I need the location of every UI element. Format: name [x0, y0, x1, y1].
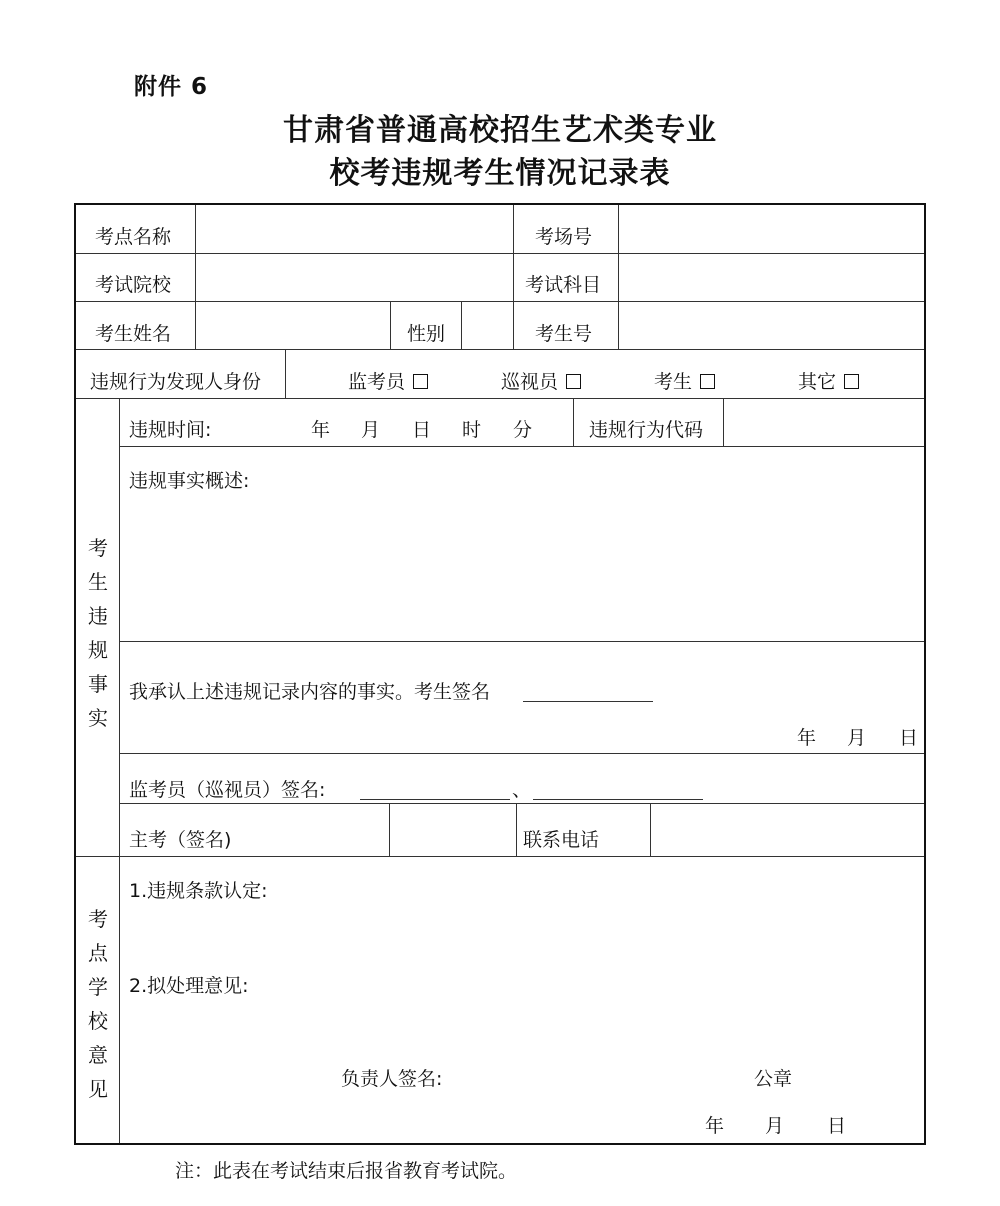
time-unit-minute: 分 — [513, 419, 533, 441]
responsible-sign-label: 负责人签名: — [341, 1068, 443, 1090]
checkbox[interactable] — [844, 374, 859, 389]
sign-separator: 、 — [512, 779, 532, 801]
room-no-label: 考场号 — [535, 226, 593, 248]
handling-opinion-label: 2.拟处理意见: — [129, 975, 249, 997]
form-title-line1: 甘肃省普通高校招生艺术类专业 — [283, 113, 717, 148]
ack-date-day: 日 — [899, 727, 919, 749]
student-signature-line[interactable] — [523, 701, 653, 702]
option-student: 考生 — [654, 370, 715, 394]
exam-school-label: 考试院校 — [95, 274, 172, 296]
time-unit-month: 月 — [361, 419, 381, 441]
violation-record-form — [74, 203, 926, 1145]
opinion-date-day: 日 — [827, 1115, 847, 1137]
checkbox[interactable] — [566, 374, 581, 389]
attachment-label: 附件 6 — [134, 74, 209, 100]
invigilator-signature-line-2[interactable] — [533, 799, 703, 800]
chief-sign-label: 主考（签名) — [129, 829, 232, 851]
violation-time-label: 违规时间: — [129, 419, 212, 441]
invigilator-signature-line-1[interactable] — [360, 799, 510, 800]
student-no-label: 考生号 — [535, 323, 593, 345]
school-opinion-side-label: 考 点 学 校 意 见 — [88, 907, 108, 1101]
option-invigilator: 监考员 — [348, 370, 428, 394]
discoverer-identity-label: 违规行为发现人身份 — [90, 371, 262, 393]
invigilator-sign-label: 监考员（巡视员）签名: — [129, 779, 326, 801]
time-unit-hour: 时 — [462, 419, 482, 441]
footnote: 注：此表在考试结束后报省教育考试院。 — [175, 1160, 518, 1182]
violation-code-label: 违规行为代码 — [589, 419, 704, 441]
ack-date-year: 年 — [797, 727, 817, 749]
seal-label: 公章 — [754, 1068, 793, 1090]
gender-label: 性别 — [407, 323, 446, 345]
exam-site-label: 考点名称 — [95, 226, 172, 248]
violation-facts-side-label: 考 生 违 规 事 实 — [88, 536, 108, 730]
student-name-label: 考生姓名 — [95, 323, 172, 345]
checkbox[interactable] — [413, 374, 428, 389]
violation-clause-label: 1.违规条款认定: — [129, 880, 268, 902]
time-unit-year: 年 — [311, 419, 331, 441]
form-title-line2: 校考违规考生情况记录表 — [329, 156, 671, 191]
phone-label: 联系电话 — [523, 829, 600, 851]
acknowledge-text: 我承认上述违规记录内容的事实。考生签名 — [129, 681, 491, 703]
option-patrol: 巡视员 — [501, 370, 581, 394]
subject-label: 考试科目 — [525, 274, 602, 296]
opinion-date-month: 月 — [765, 1115, 785, 1137]
opinion-date-year: 年 — [705, 1115, 725, 1137]
time-unit-day: 日 — [412, 419, 432, 441]
ack-date-month: 月 — [847, 727, 867, 749]
option-other: 其它 — [798, 370, 859, 394]
checkbox[interactable] — [700, 374, 715, 389]
violation-facts-label: 违规事实概述: — [129, 470, 250, 492]
